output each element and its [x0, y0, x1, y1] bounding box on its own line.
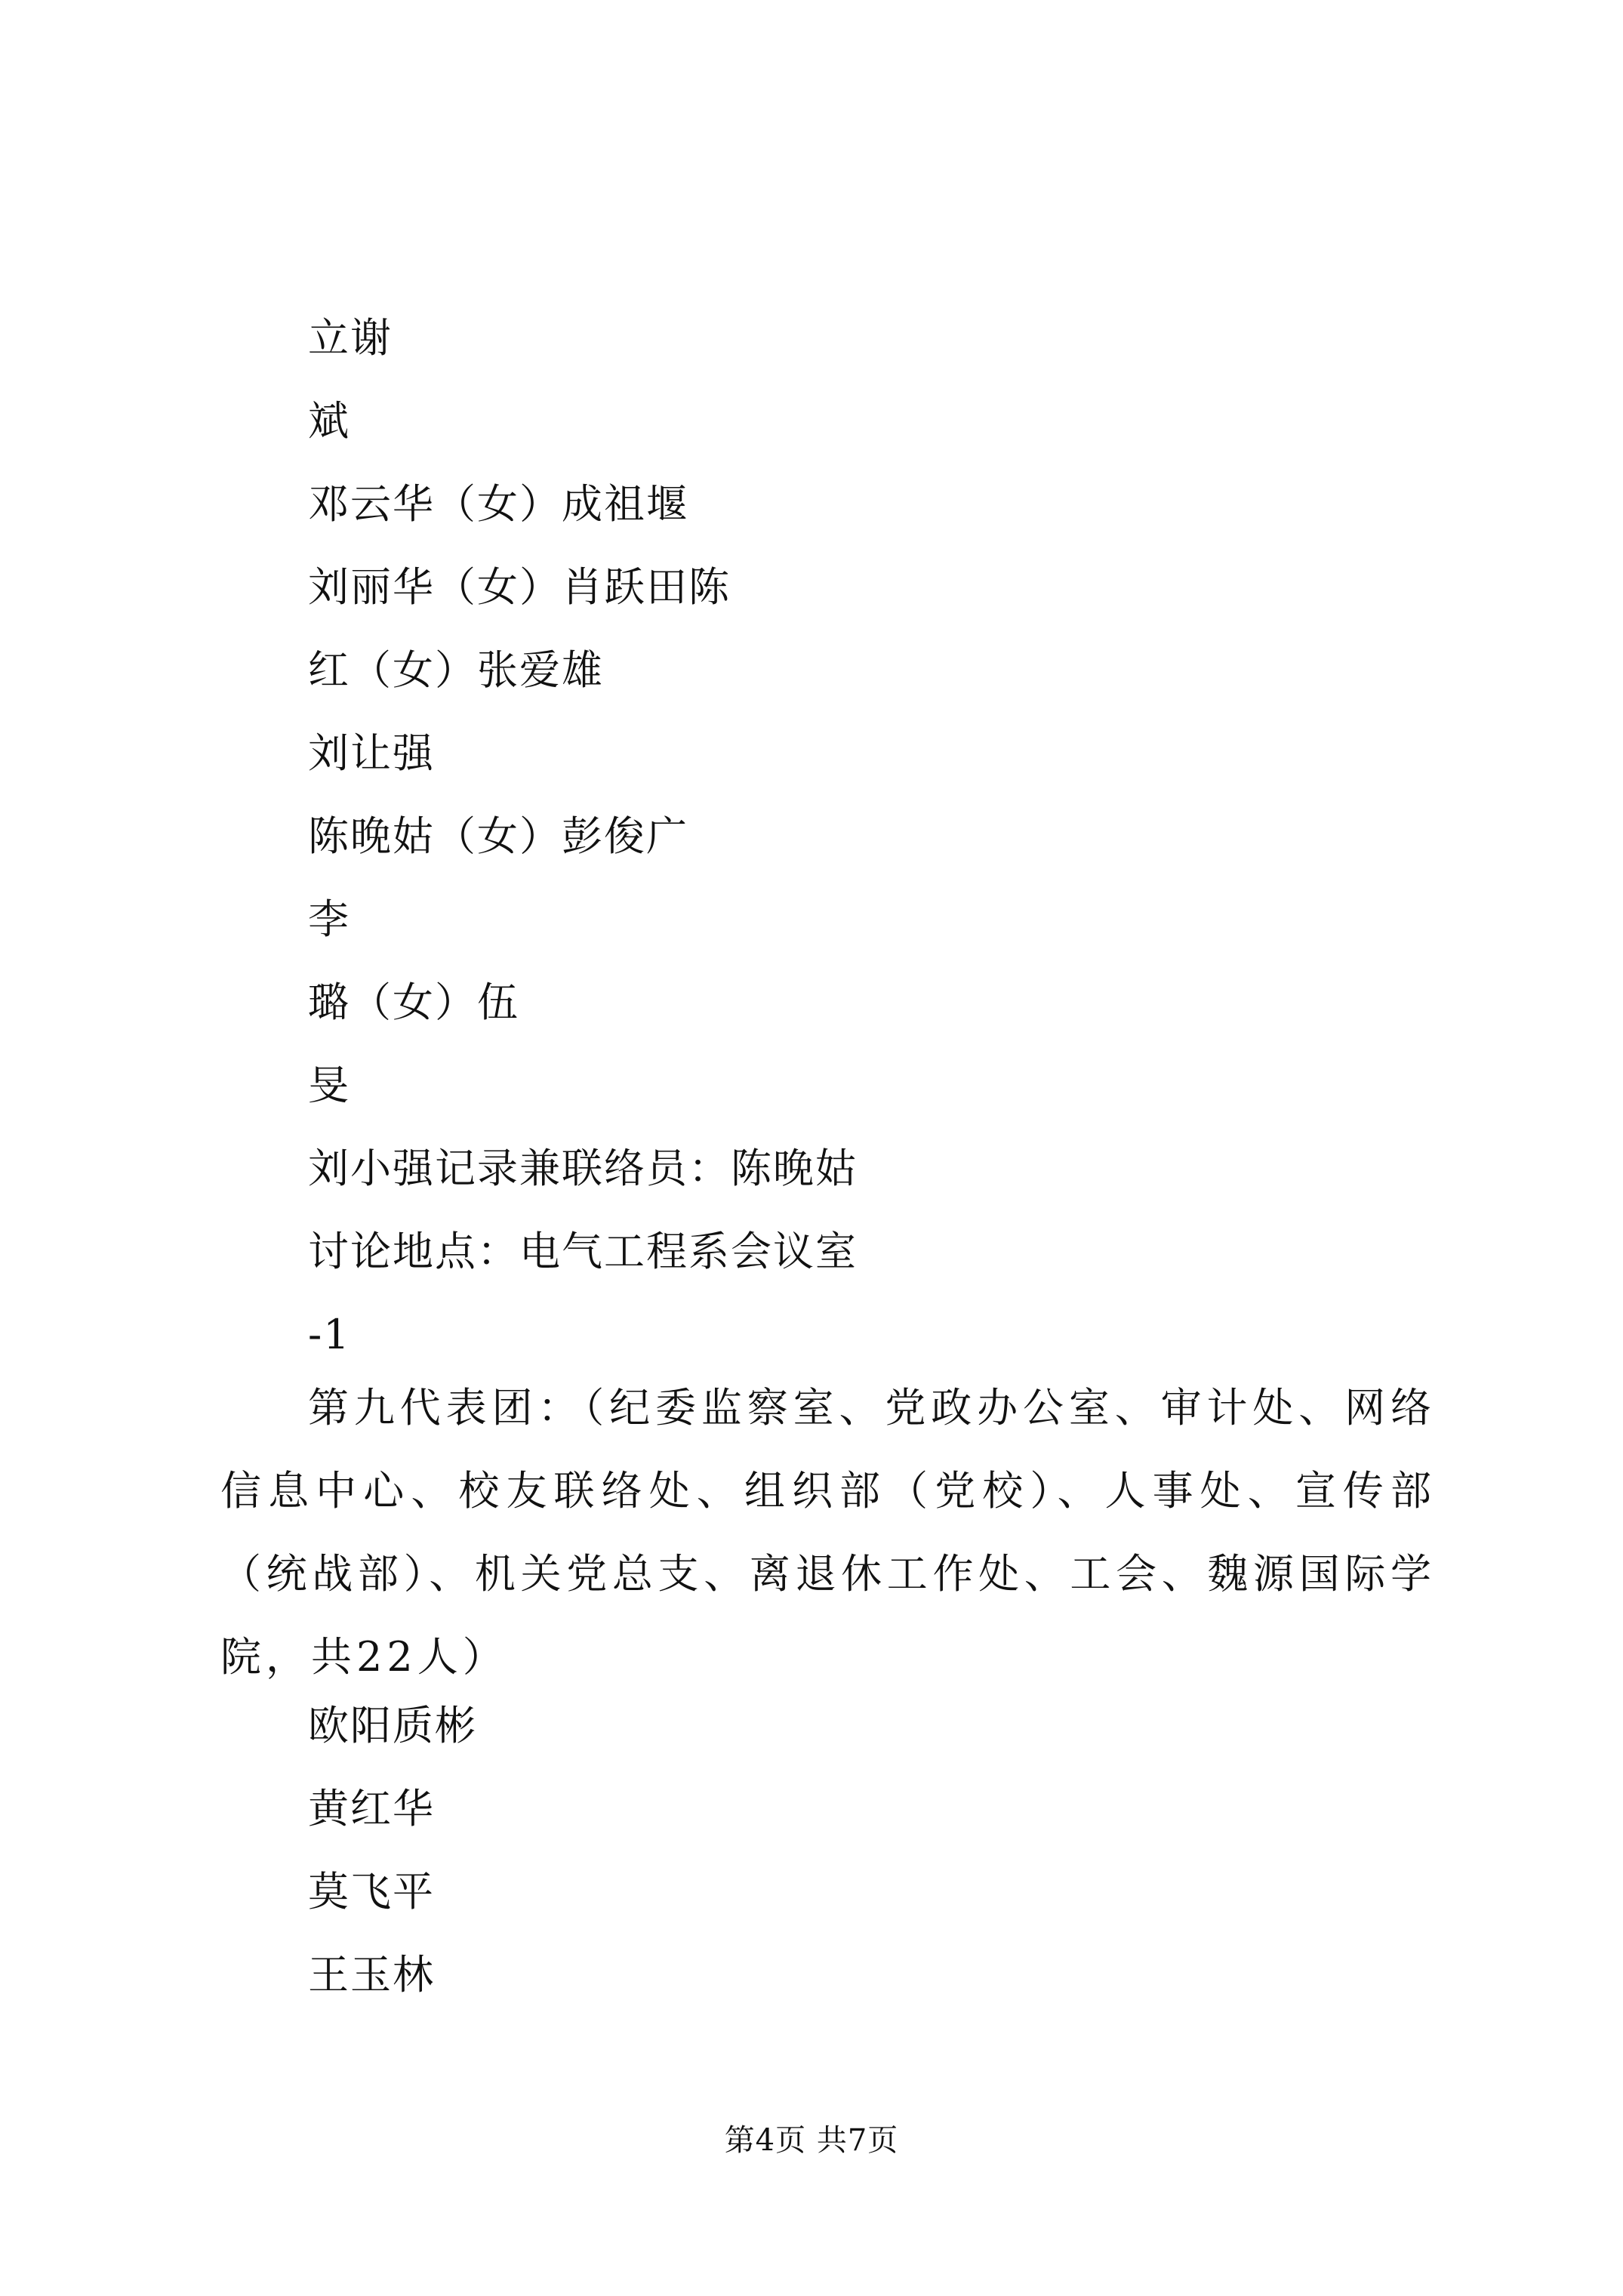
text-line: 斌 [308, 397, 350, 445]
text-line: 旻 [308, 1062, 350, 1109]
text-line: 陈晚姑（女）彭俊广 [308, 812, 688, 860]
member-name: 黄红华 [308, 1785, 435, 1832]
delegation-paragraph: 第九代表团：（纪委监察室、党政办公室、审计处、网络信息中心、校友联络处、组织部（党校）、人事处、宣传部（统战部）、机关党总支、离退休工作处、工会、魏源国际学院，共22人） [220, 1384, 1436, 1681]
text-line: 李 [308, 895, 350, 943]
text-line: 璐（女）伍 [308, 978, 519, 1026]
page-footer: 第4页 共7页 [724, 2123, 899, 2158]
text-line: 邓云华（女）成祖堰 [308, 480, 688, 528]
member-name: 王玉林 [308, 1951, 435, 1999]
member-name: 欧阳质彬 [308, 1702, 477, 1749]
text-line: 刘让强 [308, 729, 435, 777]
text-line: 红（女）张爱雄 [308, 646, 604, 694]
text-line: 刘小强记录兼联络员：陈晚姑 [308, 1145, 858, 1192]
page-marker: -1 [308, 1311, 351, 1358]
text-line: 立谢 [308, 314, 393, 362]
text-line: 讨论地点：电气工程系会议室 [308, 1228, 858, 1275]
text-line: 刘丽华（女）肖跃田陈 [308, 563, 731, 611]
member-name: 莫飞平 [308, 1868, 435, 1915]
